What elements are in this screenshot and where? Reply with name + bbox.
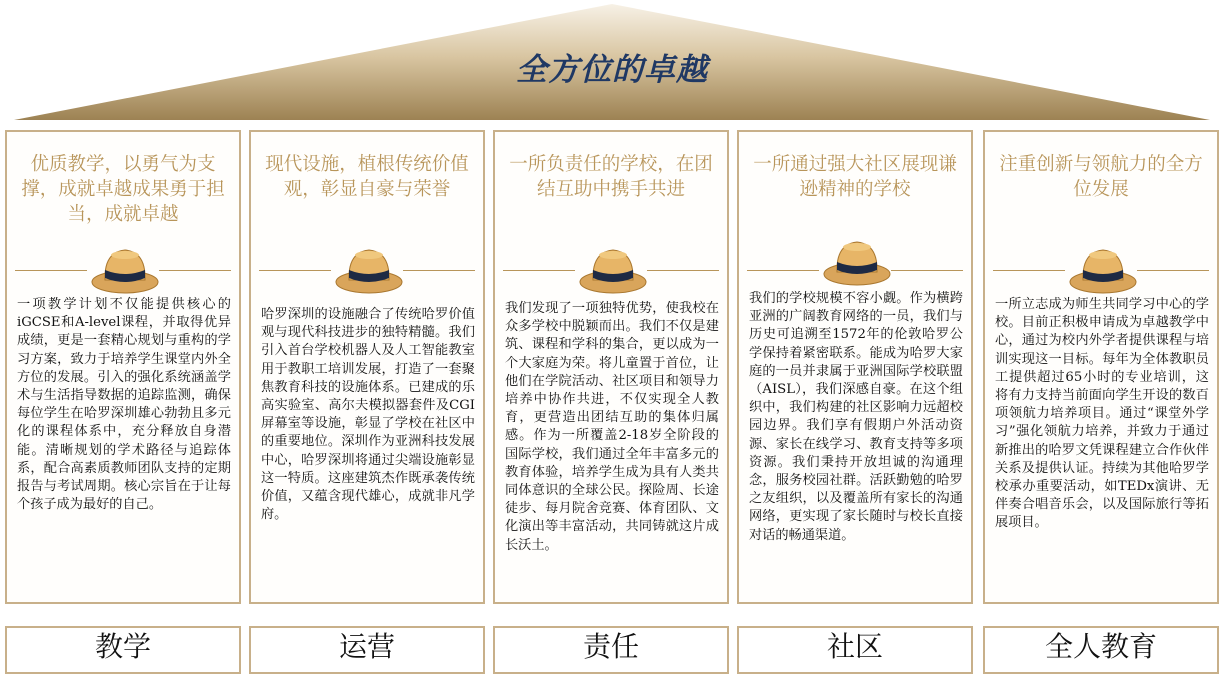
pillar-body: 一项教学计划不仅能提供核心的iGCSE和A-level课程，并取得优异成绩，更是一套精心规划与重构的学习方案，致力于培养学生课堂内外全方位的发展。引入的强化系统涵盖学术与生活指导数据的追踪监测，确保每位学生在哈罗深圳雄心勃勃且多元化的课程体系中，充分释放自身潜能。清晰规划的学术路径与追踪体系，配合高素质教师团队支持的定期报告与考试周期。核心宗旨在于让每个孩子成为最好的自己。 <box>17 297 231 513</box>
divider <box>747 270 819 271</box>
pillar-holistic <box>983 130 1219 604</box>
straw-boater-hat-icon <box>89 240 161 296</box>
base-label-responsibility: 责任 <box>493 626 729 674</box>
pillar-title: 一所通过强大社区展现谦逊精神的学校 <box>753 154 957 200</box>
base-label-holistic: 全人教育 <box>983 626 1219 674</box>
base-label-community: 社区 <box>737 626 973 674</box>
pillar-teaching <box>5 130 241 604</box>
divider <box>403 270 475 271</box>
pillar-title: 优质教学，以勇气为支撑，成就卓越成果勇于担当，成就卓越 <box>21 154 225 225</box>
divider <box>1137 270 1209 271</box>
straw-boater-hat-icon <box>577 240 649 296</box>
divider <box>259 270 331 271</box>
pillar-body: 一所立志成为师生共同学习中心的学校。目前正积极申请成为卓越教学中心，通过为校内外学者提供课程与培训实现这一目标。每年为全体教职员工提供超过65小时的专业培训，这将有力支持当前面向学生开设的数百项领航力培养项目。通过“课堂外学习”强化领航力培养，并致力于通过新推出的哈罗文凭课程建立合作伙伴关系及提供认证。持续为其他哈罗学校承办重要活动，如TEDx演讲、无伴奏合唱音乐会，以及国际旅行等拓展项目。 <box>995 297 1209 531</box>
straw-boater-hat-icon <box>1067 240 1139 296</box>
pillar-body: 我们发现了一项独特优势，使我校在众多学校中脱颖而出。我们不仅是建筑、课程和学科的集合，更以成为一个大家庭为荣。将儿童置于首位，让他们在学院活动、社区项目和领导力培养中协作共进，不仅实现全人教育，更营造出团结互助的集体归属感。作为一所覆盖2-18岁全阶段的国际学校，我们通过全年丰富多元的教育体验，培养学生成为具有人类共同体意识的全球公民。探险周、长途徒步、每月院舍竞赛、体育团队、文化演出等丰富活动，共同铸就这片成长沃土。 <box>505 301 719 553</box>
pillar-title: 注重创新与领航力的全方位发展 <box>999 154 1203 200</box>
pillar-body: 我们的学校规模不容小觑。作为横跨亚洲的广阔教育网络的一员，我们与历史可追溯至1572年的伦敦哈罗公学保持着紧密联系。能成为哈罗大家庭的一员并隶属于亚洲国际学校联盟（AISL），我们深感自豪。在这个组织中，我们构建的社区影响力远超校园边界。我们享有假期户外活动资源、家长在线学习、教育支持等多项资源。我们秉持开放坦诚的沟通理念，服务校园社群。活跃勤勉的哈罗之友组织，以及覆盖所有家长的沟通网络，更实现了家长随时与校长直接对话的畅通渠道。 <box>749 291 963 543</box>
pillar-body: 哈罗深圳的设施融合了传统哈罗价值观与现代科技进步的独特精髓。我们引入首台学校机器人及人工智能教室用于教职工培训发展，打造了一套聚焦教育科技的设施体系。已建成的乐高实验室、高尔夫模拟器套件及CGI屏幕室等设施，彰显了学校在社区中的重要地位。深圳作为亚洲科技发展中心，哈罗深圳将通过尖端设施彰显这一特质。这座建筑杰作既承袭传统价值，又蕴含现代雄心，成就非凡学府。 <box>261 307 475 523</box>
divider <box>503 270 575 271</box>
pillar-title: 一所负责任的学校，在团结互助中携手共进 <box>509 154 713 200</box>
divider <box>647 270 719 271</box>
base-label-operations: 运营 <box>249 626 485 674</box>
divider <box>993 270 1065 271</box>
straw-boater-hat-icon <box>333 240 405 296</box>
pillar-responsibility <box>493 130 729 604</box>
pillar-community <box>737 130 973 604</box>
divider <box>159 270 231 271</box>
pillar-title: 现代设施，植根传统价值观，彰显自豪与荣誉 <box>265 154 469 200</box>
straw-boater-hat-icon <box>821 232 893 288</box>
base-label-teaching: 教学 <box>5 626 241 674</box>
pillar-operations <box>249 130 485 604</box>
divider <box>15 270 87 271</box>
divider <box>891 270 963 271</box>
page-title: 全方位的卓越 <box>516 52 708 88</box>
